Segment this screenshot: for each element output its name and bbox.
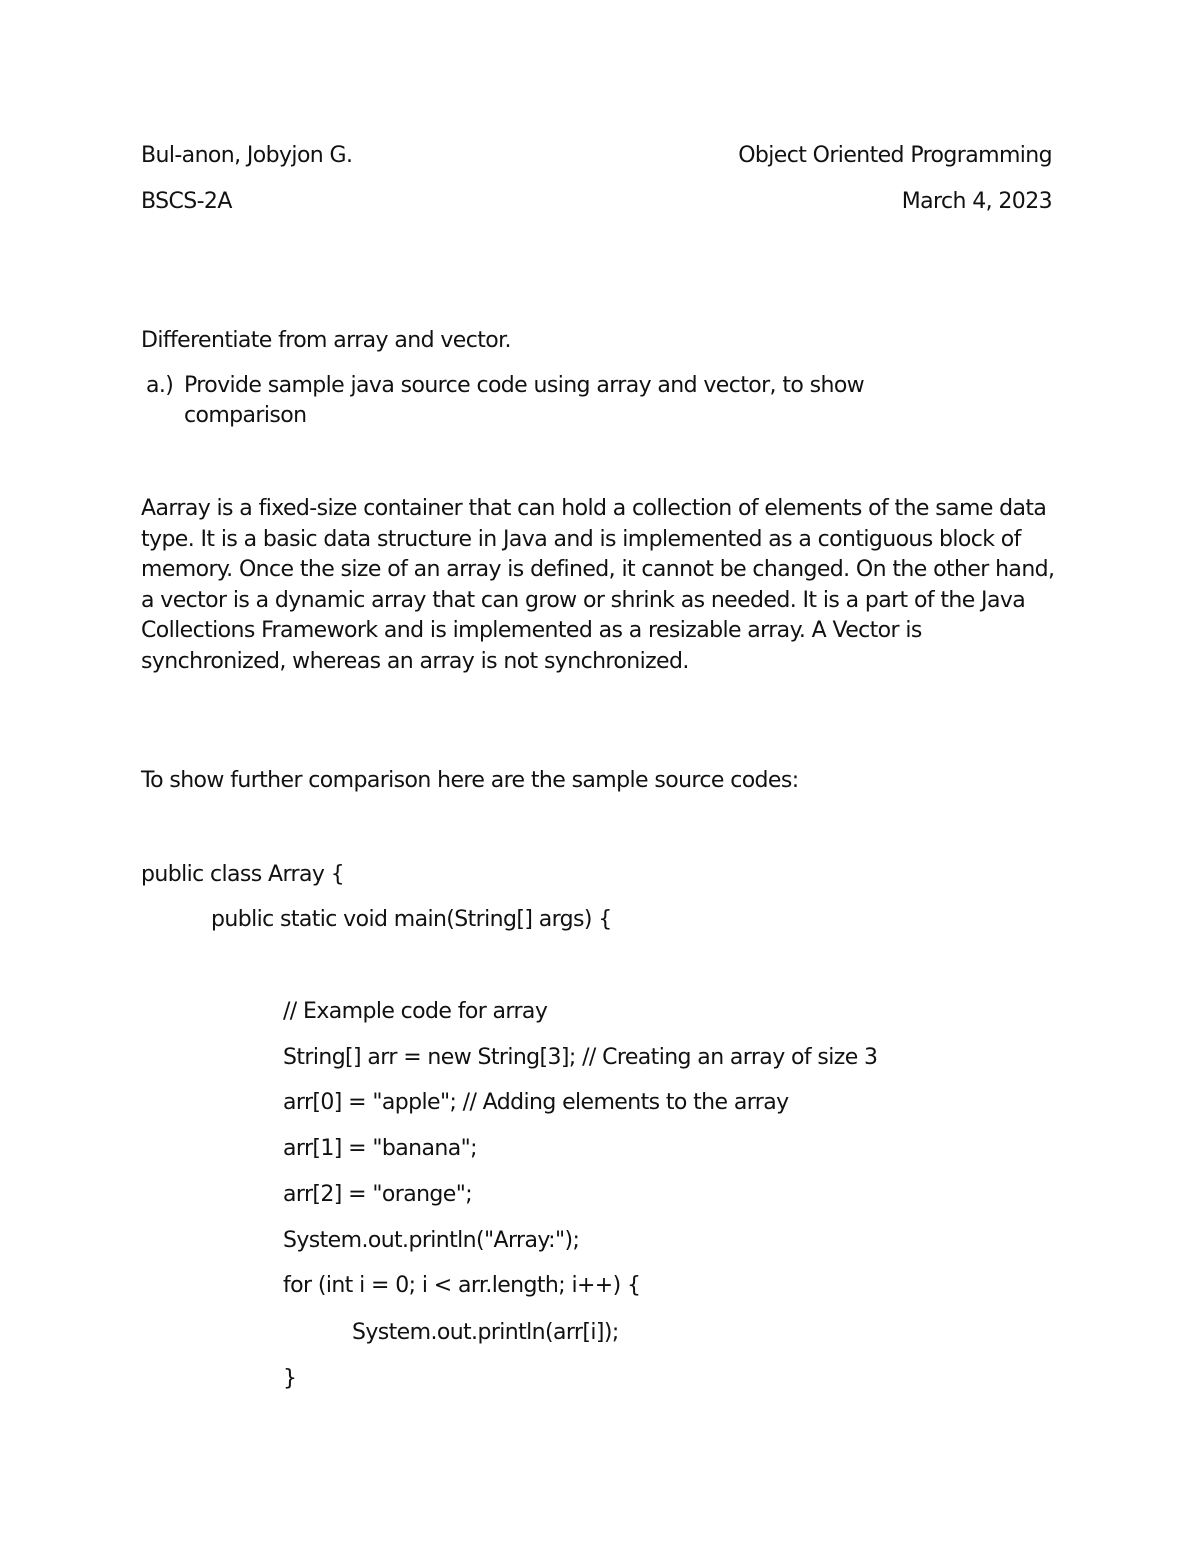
question-prompt: Differentiate from array and vector. xyxy=(141,328,511,353)
answer-paragraph: Aarray is a fixed-size container that can hold a collection of elements of the same data type. It is a basic data structure in Java and is implemented as a contiguous block of memory. Once the size of an array is defined, it cannot be changed. On the other hand, a vector is a dynamic array that can grow or shrink as needed. It is a part of the Java Collections Framework and is implemented as a resizable array. A Vector is synchronized, whereas an array is not synchronized. xyxy=(141,496,1055,674)
list-item-text-line-2: comparison xyxy=(184,403,307,428)
code-line: System.out.println("Array:"); xyxy=(283,1228,580,1253)
list-item-marker: a.) xyxy=(146,373,174,398)
author-name: Bul-anon, Jobyjon G. xyxy=(141,143,353,168)
code-line: System.out.println(arr[i]); xyxy=(352,1320,619,1345)
code-line: public static void main(String[] args) { xyxy=(211,907,612,932)
code-line: arr[0] = "apple"; // Adding elements to the array xyxy=(283,1090,789,1115)
code-line: for (int i = 0; i < arr.length; i++) { xyxy=(283,1273,641,1298)
section-label: BSCS-2A xyxy=(141,189,232,214)
code-line: // Example code for array xyxy=(283,999,548,1024)
code-line: arr[2] = "orange"; xyxy=(283,1182,473,1207)
code-line: String[] arr = new String[3]; // Creating an array of size 3 xyxy=(283,1045,878,1070)
list-item-text-line-1: Provide sample java source code using array and vector, to show xyxy=(184,373,865,398)
document-date: March 4, 2023 xyxy=(901,189,1052,214)
code-line: public class Array { xyxy=(141,862,345,887)
comparison-intro: To show further comparison here are the sample source codes: xyxy=(141,768,799,793)
code-line: } xyxy=(283,1366,297,1391)
course-title: Object Oriented Programming xyxy=(738,143,1052,168)
code-line: arr[1] = "banana"; xyxy=(283,1136,477,1161)
